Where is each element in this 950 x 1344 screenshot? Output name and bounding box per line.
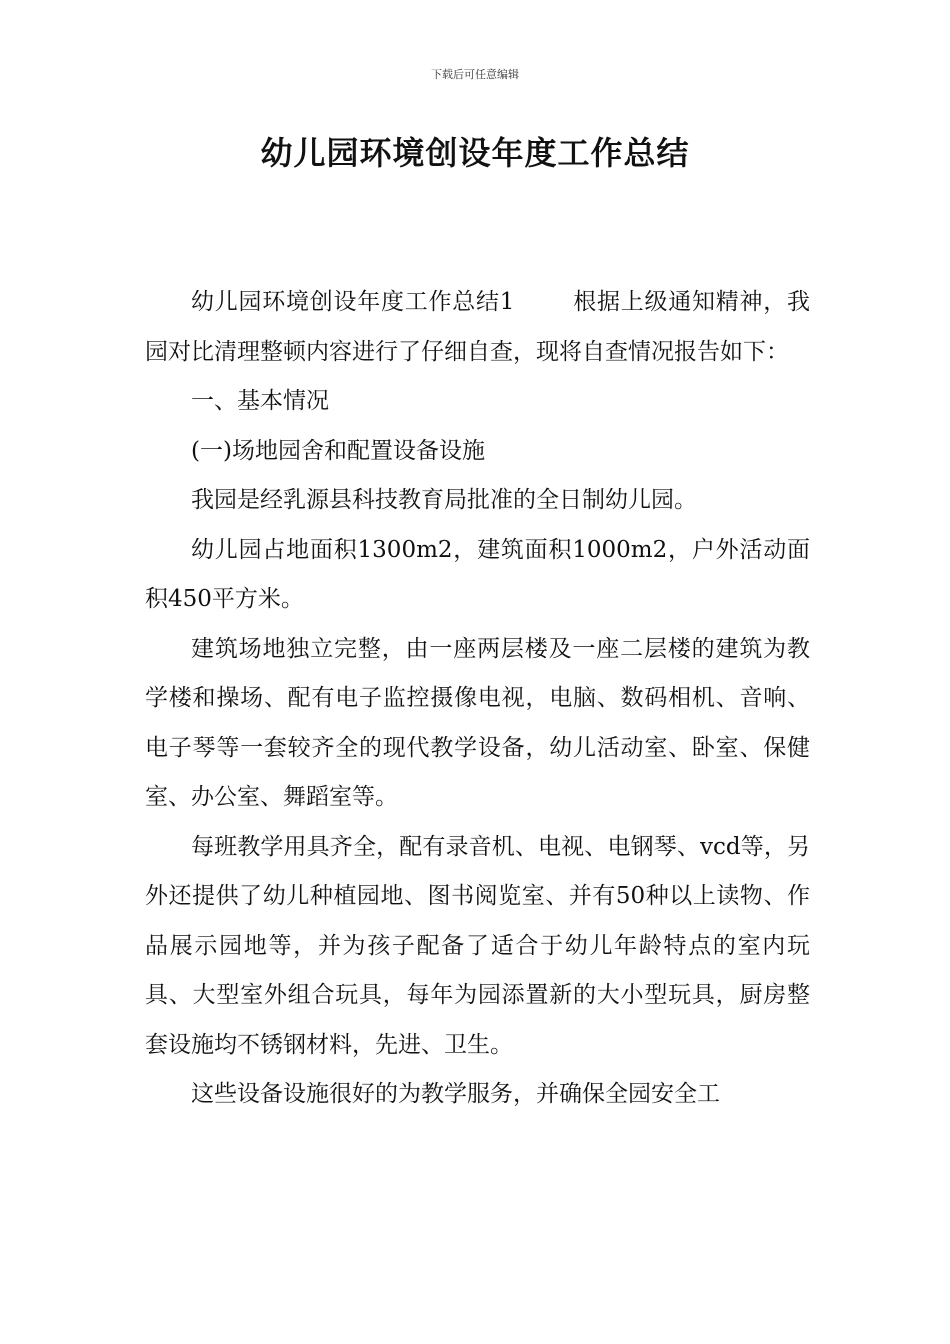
paragraph-text: 根据上级通知精神，我园对比清理整顿内容进行了仔细自查，现将自查情况报告如下： [145,289,811,365]
document-body [145,278,810,1120]
subsection-heading: (一)场地园舍和配置设备设施 [191,437,485,464]
paragraph: 我园是经乳源县科技教育局批准的全日制幼儿园。 [191,487,697,513]
paragraph: 每班教学用具齐全，配有录音机、电视、电钢琴、vcd等，另外还提供了幼儿种植园地、图书阅览室、并有50种以上读物、作品展示园地等，并为孩子配备了适合于幼儿年龄特点的室内玩具、大型室外组合玩具，每年为园添置新的大小型玩具，厨房整套设施均不锈钢材料，先进、卫生。 [145,833,810,1058]
header-note: 下载后可任意编辑 [431,68,519,81]
paragraph-intro [145,278,810,377]
paragraph: 建筑场地独立完整，由一座两层楼及一座二层楼的建筑为教学楼和操场、配有电子监控摄像电视，电脑、数码相机、音响、电子琴等一套较齐全的现代教学设备，幼儿活动室、卧室、保健室、办公室、舞蹈室等。 [145,635,810,810]
paragraph: 这些设备设施很好的为教学服务，并确保全园安全工 [191,1081,720,1107]
section-heading: 一、基本情况 [191,388,329,414]
paragraph: 幼儿园占地面积1300m2，建筑面积1000m2，户外活动面积450平方米。 [145,536,810,612]
paragraph-lead: 幼儿园环境创设年度工作总结1 [191,289,515,315]
document-title: 幼儿园环境创设年度工作总结 [260,134,690,172]
